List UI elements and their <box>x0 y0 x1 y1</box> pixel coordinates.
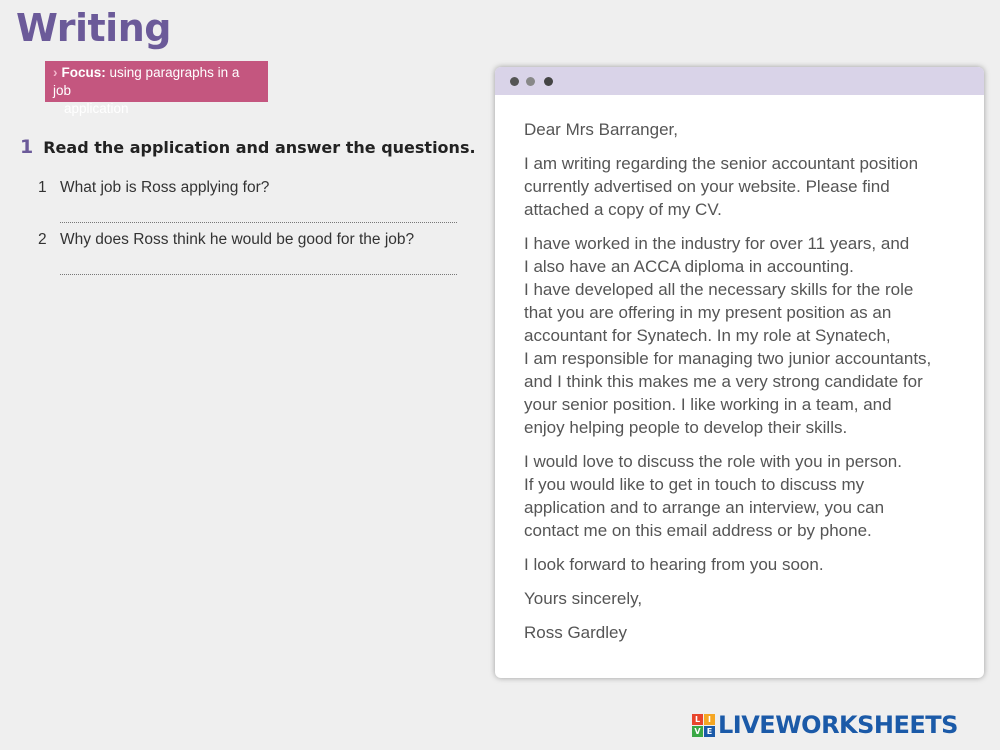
letter-closing-line: I look forward to hearing from you soon. <box>524 555 824 574</box>
exercise-number: 1 <box>20 136 34 158</box>
letter-line: attached a copy of my CV. <box>524 200 722 219</box>
letter-line: enjoy helping people to develop their skills. <box>524 418 848 437</box>
letter-paragraph-1 <box>524 152 964 221</box>
letter-paragraph-2 <box>524 232 964 439</box>
window-dot-icon <box>526 77 535 86</box>
letter-line: I have developed all the necessary skills for the role <box>524 280 914 299</box>
letter-line: application and to arrange an interview, you can <box>524 498 885 517</box>
letter-paragraph-3 <box>524 450 964 542</box>
letter-line: I am writing regarding the senior accountant position <box>524 154 919 173</box>
letter-signature: Ross Gardley <box>524 623 627 642</box>
liveworksheets-brand[interactable] <box>692 712 958 738</box>
chevron-right-icon: › <box>53 65 58 80</box>
letter-line: I have worked in the industry for over 11 years, and <box>524 234 910 253</box>
answer-line-2 <box>60 274 457 275</box>
question-1 <box>38 179 269 197</box>
answer-input-1[interactable] <box>60 199 461 223</box>
window-dot-icon <box>510 77 519 86</box>
question-number: 2 <box>38 231 47 248</box>
letter-line: currently advertised on your website. Please find <box>524 177 890 196</box>
brand-name: LIVEWORKSHEETS <box>718 711 958 739</box>
letter-sign-off: Yours sincerely, <box>524 589 643 608</box>
liveworksheets-logo-icon <box>692 714 715 737</box>
focus-label: Focus: <box>61 65 106 80</box>
letter-line: contact me on this email address or by phone. <box>524 521 872 540</box>
letter-line: your senior position. I like working in a team, and <box>524 395 892 414</box>
focus-box <box>45 61 268 116</box>
window-dot-icon <box>544 77 553 86</box>
email-window <box>495 67 984 678</box>
answer-input-2[interactable] <box>60 251 461 275</box>
letter-line: I am responsible for managing two junior accountants, <box>524 349 932 368</box>
exercise-heading <box>20 136 476 158</box>
logo-letter: V <box>692 726 703 737</box>
focus-text-continued: application <box>64 101 129 116</box>
logo-letter: E <box>704 726 715 737</box>
letter-line: I would love to discuss the role with you in person. <box>524 452 902 471</box>
page-title: Writing <box>16 6 171 50</box>
question-text: What job is Ross applying for? <box>60 179 270 196</box>
letter-line: accountant for Synatech. In my role at Synatech, <box>524 326 891 345</box>
exercise-instruction: Read the application and answer the questions. <box>43 138 476 157</box>
letter-line: I also have an ACCA diploma in accounting. <box>524 257 854 276</box>
letter-greeting: Dear Mrs Barranger, <box>524 120 678 139</box>
letter-line: and I think this makes me a very strong candidate for <box>524 372 923 391</box>
question-2 <box>38 231 414 249</box>
letter-body <box>524 118 964 655</box>
letter-line: that you are offering in my present position as an <box>524 303 892 322</box>
letter-line: If you would like to get in touch to discuss my <box>524 475 865 494</box>
logo-letter: L <box>692 714 703 725</box>
question-number: 1 <box>38 179 47 196</box>
question-text: Why does Ross think he would be good for the job? <box>60 231 415 248</box>
focus-text: using paragraphs in a job <box>53 65 240 98</box>
window-title-bar <box>495 67 984 95</box>
logo-letter: I <box>704 714 715 725</box>
answer-line-1 <box>60 222 457 223</box>
